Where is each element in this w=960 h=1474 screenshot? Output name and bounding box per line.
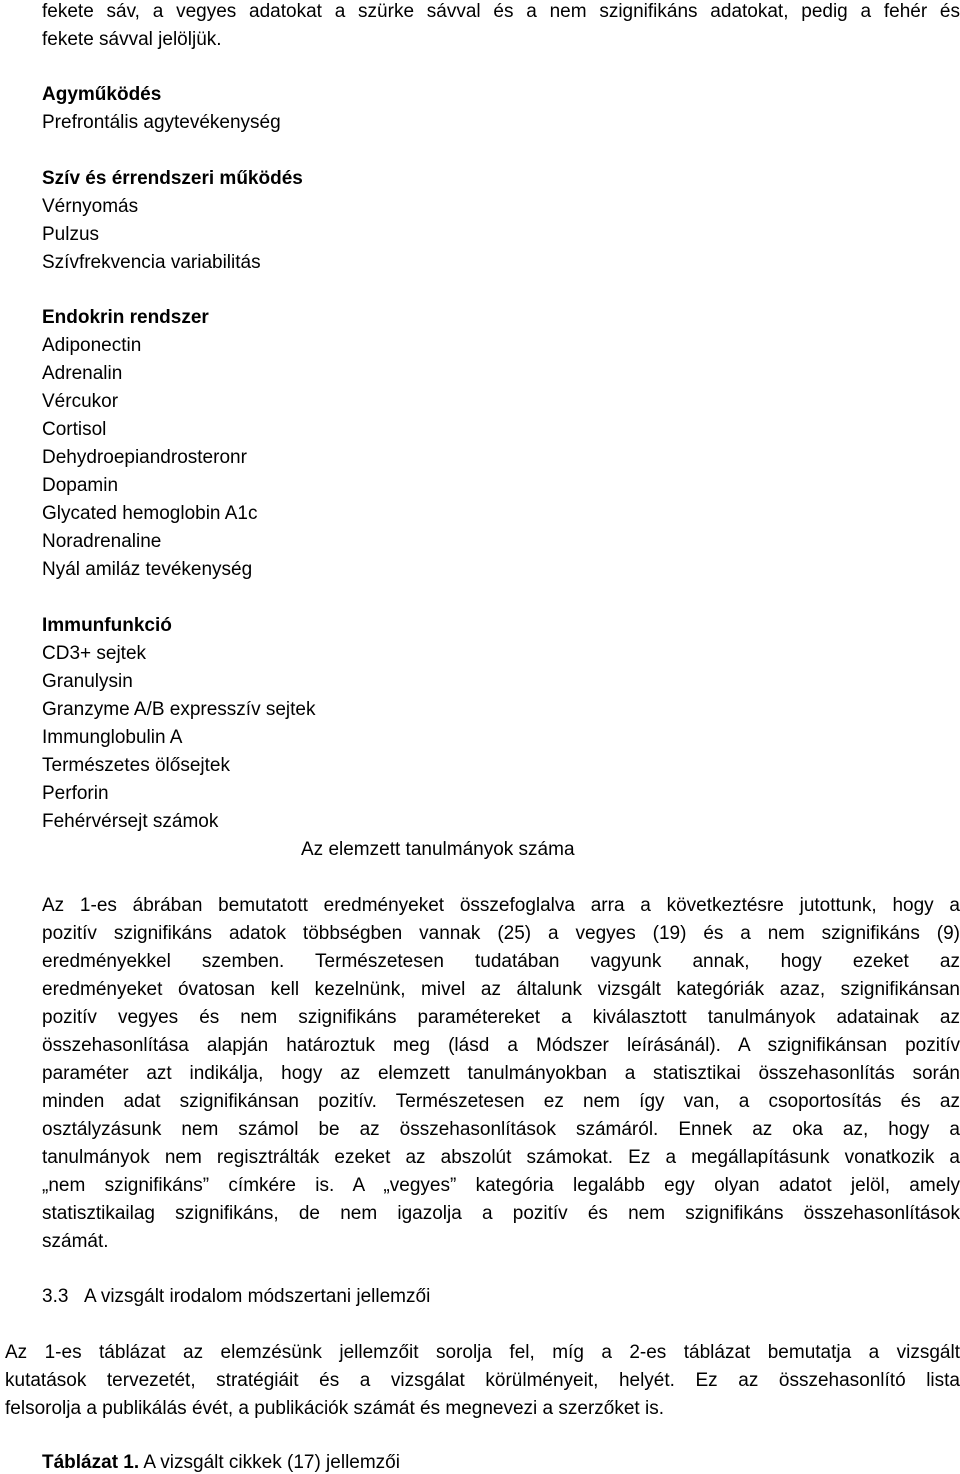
paragraph-line: Az 1-es táblázat az elemzésünk jellemzőit sorolja fel, míg a 2-es táblázat bemutatja a vizsgált — [5, 1342, 960, 1363]
paragraph-line: számát. — [42, 1231, 109, 1252]
table-caption — [42, 1452, 400, 1474]
category-heading-cardio: Szív és érrendszeri működés — [42, 168, 303, 189]
axis-label: Az elemzett tanulmányok száma — [301, 839, 575, 860]
paragraph-line: „nem szignifikáns” címkére is. A „vegyes” kategória legalább egy olyan adatot jelöl, amely — [42, 1175, 960, 1196]
category-item: Nyál amiláz tevékenység — [42, 559, 253, 580]
section-title: A vizsgált irodalom módszertani jellemzői — [83, 1286, 431, 1307]
category-item: CD3+ sejtek — [42, 643, 147, 664]
category-heading-brain: Agyműködés — [42, 84, 162, 105]
paragraph-line: pozitív szignifikáns adatok többségben vannak (25) a vegyes (19) és a nem szignifikáns (9) — [42, 923, 960, 944]
intro-line-2: fekete sávval jelöljük. — [42, 29, 222, 50]
table-caption-text: A vizsgált cikkek (17) jellemzői — [143, 1452, 400, 1473]
category-item: Vérnyomás — [42, 196, 139, 217]
intro-line-1: fekete sáv, a vegyes adatokat a szürke sávval és a nem szignifikáns adatokat, pedig a fehér és — [42, 1, 960, 22]
category-item: Granzyme A/B expresszív sejtek — [42, 699, 316, 720]
category-item: Pulzus — [42, 224, 100, 245]
paragraph-line: összehasonlítása alapján határoztuk meg (lásd a Módszer leírásánál). A szignifikánsan pozitív — [42, 1035, 960, 1056]
category-item: Adrenalin — [42, 363, 123, 384]
paragraph-line: paraméter azt indikálja, hogy az elemzett tanulmányokban a statisztikai összehasonlítás során — [42, 1063, 960, 1084]
category-item: Fehérvérsejt számok — [42, 811, 219, 832]
paragraph-line: eredményeket óvatosan kell kezelnünk, mivel az általunk vizsgált kategóriák azaz, szignifikánsan — [42, 979, 960, 1000]
category-item: Prefrontális agytevékenység — [42, 112, 281, 133]
paragraph-line: pozitív vegyes és nem szignifikáns paramétereket a kiválasztott tanulmányok adatainak az — [42, 1007, 960, 1028]
paragraph-line: felsorolja a publikálás évét, a publikációk számát és megnevezi a szerzőket is. — [5, 1398, 664, 1419]
category-item: Granulysin — [42, 671, 133, 692]
table-caption-label: Táblázat 1. — [42, 1452, 140, 1473]
category-item: Dopamin — [42, 475, 119, 496]
category-item: Immunglobulin A — [42, 727, 183, 748]
section-heading — [42, 1286, 430, 1308]
paragraph-line: kutatások tervezetét, stratégiáit és a vizsgálat körülményeit, helyét. Ez az összehasonlító lista — [5, 1370, 960, 1391]
category-item: Glycated hemoglobin A1c — [42, 503, 258, 524]
category-item: Természetes ölősejtek — [42, 755, 230, 776]
category-item: Adiponectin — [42, 335, 142, 356]
paragraph-line: minden adat szignifikánsan pozitív. Természetesen ez nem így van, a csoportosítás és az — [42, 1091, 960, 1112]
category-item: Cortisol — [42, 419, 107, 440]
section-number: 3.3 — [42, 1286, 69, 1307]
category-item: Szívfrekvencia variabilitás — [42, 252, 261, 273]
paragraph-line: tanulmányok nem regisztrálták ezeket az abszolút számokat. Ez a megállapításunk vonatkozik a — [42, 1147, 960, 1168]
paragraph-line: statisztikailag szignifikáns, de nem igazolja a pozitív és nem szignifikáns összehasonlítások — [42, 1203, 960, 1224]
paragraph-line: Az 1-es ábrában bemutatott eredményeket összefoglalva arra a következtésre jutottunk, hogy a — [42, 895, 960, 916]
paragraph-line: eredményekkel szemben. Természetesen tudatában vagyunk annak, hogy ezeket az — [42, 951, 960, 972]
paragraph-line: osztályzásunk nem számol be az összehasonlítások számáról. Ennek az oka az, hogy a — [42, 1119, 960, 1140]
category-heading-endocrine: Endokrin rendszer — [42, 307, 209, 328]
category-item: Dehydroepiandrosteronr — [42, 447, 247, 468]
category-item: Noradrenaline — [42, 531, 162, 552]
category-item: Perforin — [42, 783, 109, 804]
category-item: Vércukor — [42, 391, 119, 412]
category-heading-immune: Immunfunkció — [42, 615, 172, 636]
